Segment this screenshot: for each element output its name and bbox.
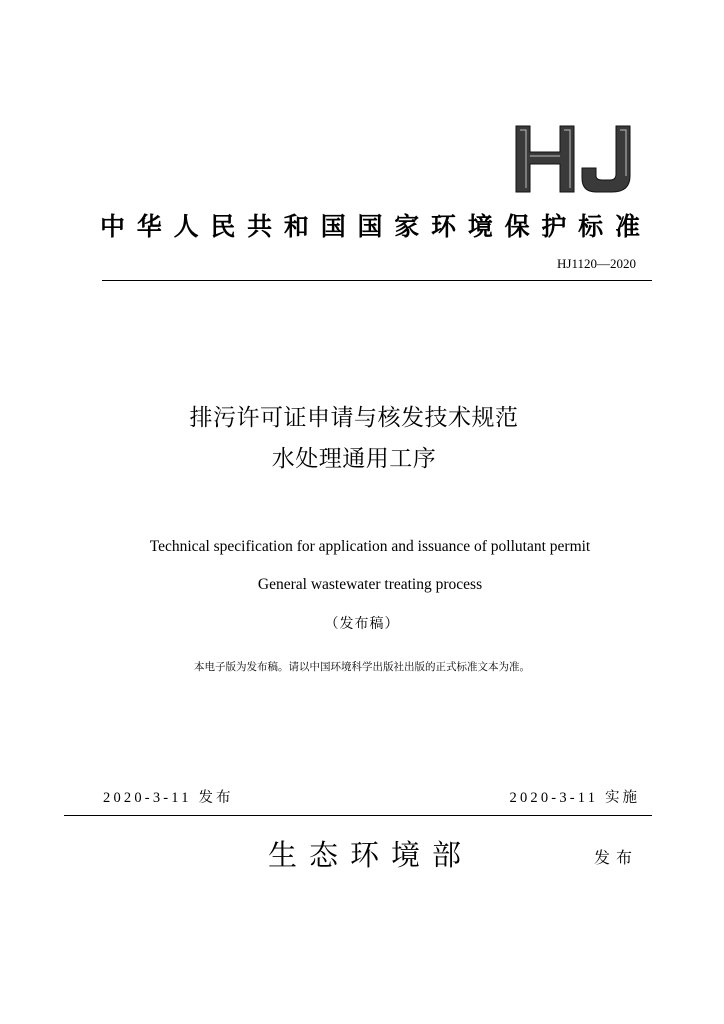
english-title-line-1: Technical specification for application and issuance of pollutant permit [149, 538, 591, 555]
title-char: 和 [283, 212, 309, 241]
edition-note: 本电子版为发布稿。请以中国环境科学出版社出版的正式标准文本为准。 [194, 661, 530, 673]
title-char: 中 [100, 212, 126, 241]
footer-divider [64, 815, 652, 816]
publish-date [103, 786, 234, 807]
hj-logo [512, 124, 636, 194]
issuing-authority: 生态环境部 [268, 838, 474, 872]
title-char: 护 [541, 212, 567, 241]
effective-label: 实施 [605, 790, 640, 806]
effective-date-value: 2020-3-11 [509, 790, 599, 806]
standard-number: HJ1120—2020 [557, 256, 636, 271]
header-divider [102, 280, 652, 281]
title-char: 民 [210, 212, 236, 241]
title-char: 环 [431, 212, 457, 241]
title-char: 标 [578, 212, 604, 241]
title-char: 准 [614, 212, 640, 241]
title-char: 境 [467, 212, 493, 241]
issue-label: 发布 [593, 848, 638, 867]
chinese-title-line-2: 水处理通用工序 [271, 446, 437, 472]
publish-date-value: 2020-3-11 [103, 790, 192, 806]
standard-category-title [100, 207, 640, 243]
title-char: 共 [247, 212, 273, 241]
draft-label: （发布稿） [324, 616, 400, 632]
english-title-line-2: General wastewater treating process [257, 576, 483, 593]
chinese-title-line-1: 排污许可证申请与核发技术规范 [189, 405, 519, 431]
title-char: 人 [173, 212, 199, 241]
effective-date [510, 786, 641, 807]
title-char: 家 [394, 212, 420, 241]
publish-label: 发布 [198, 790, 234, 806]
title-char: 保 [504, 212, 530, 241]
title-char: 国 [357, 212, 383, 241]
title-char: 国 [320, 212, 346, 241]
title-char: 华 [136, 212, 162, 241]
